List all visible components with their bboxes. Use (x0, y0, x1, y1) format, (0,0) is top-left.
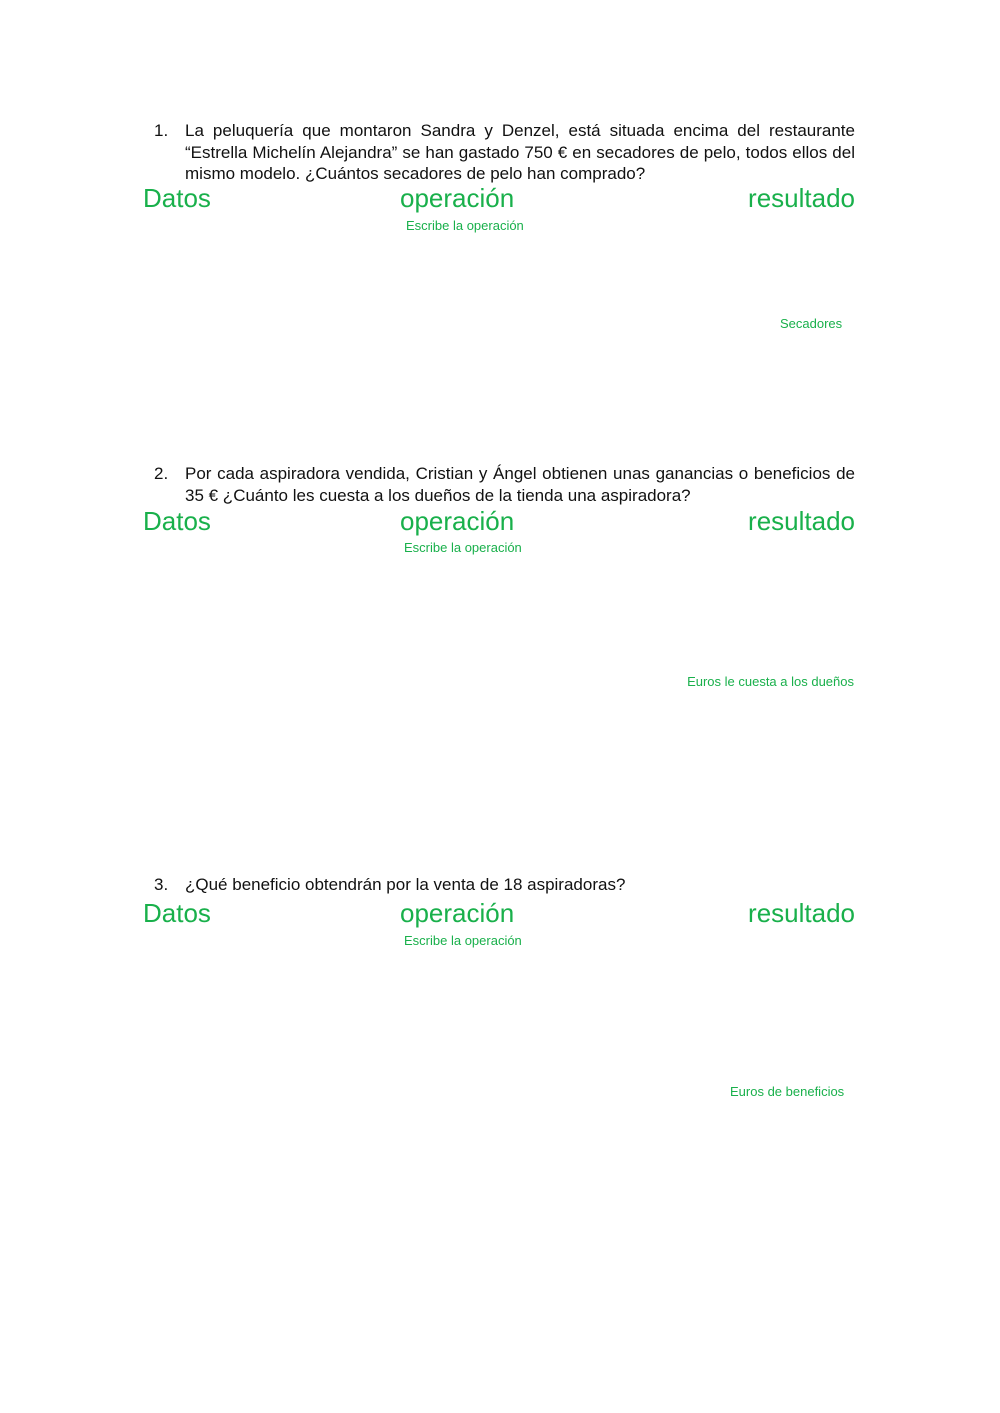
datos-header: Datos (143, 506, 211, 536)
resultado-header: resultado (748, 898, 855, 928)
problem-text: Por cada aspiradora vendida, Cristian y Ángel obtienen unas ganancias o beneficios de 35 € ¿Cuánto les cuesta a los dueños de la tienda una aspiradora? (185, 464, 855, 505)
problem-text: ¿Qué beneficio obtendrán por la venta de 18 aspiradoras? (185, 875, 626, 894)
problem-number: 1. (154, 121, 169, 140)
result-answer-field[interactable]: Euros de beneficios (730, 1084, 845, 1099)
operacion-header: operación (400, 506, 515, 536)
problem-number: 2. (154, 464, 169, 483)
datos-header: Datos (143, 898, 211, 928)
operacion-header: operación (400, 183, 515, 213)
datos-header: Datos (143, 183, 211, 213)
problem-text: La peluquería que montaron Sandra y Denzel, está situada encima del restaurante “Estrella Michelín Alejandra” se han gastado 750 € en secadores de pelo, todos ellos del mismo modelo. ¿Cuántos secadores de pelo han comprado? (185, 121, 855, 183)
operation-answer-field[interactable]: Escribe la operación (406, 218, 524, 233)
problem-number: 3. (154, 875, 169, 894)
resultado-header: resultado (748, 183, 855, 213)
operacion-header: operación (400, 898, 515, 928)
result-answer-field[interactable]: Secadores (780, 316, 843, 331)
result-answer-field[interactable]: Euros le cuesta a los dueños (687, 674, 854, 689)
operation-answer-field[interactable]: Escribe la operación (404, 540, 522, 555)
resultado-header: resultado (748, 506, 855, 536)
operation-answer-field[interactable]: Escribe la operación (404, 933, 522, 948)
